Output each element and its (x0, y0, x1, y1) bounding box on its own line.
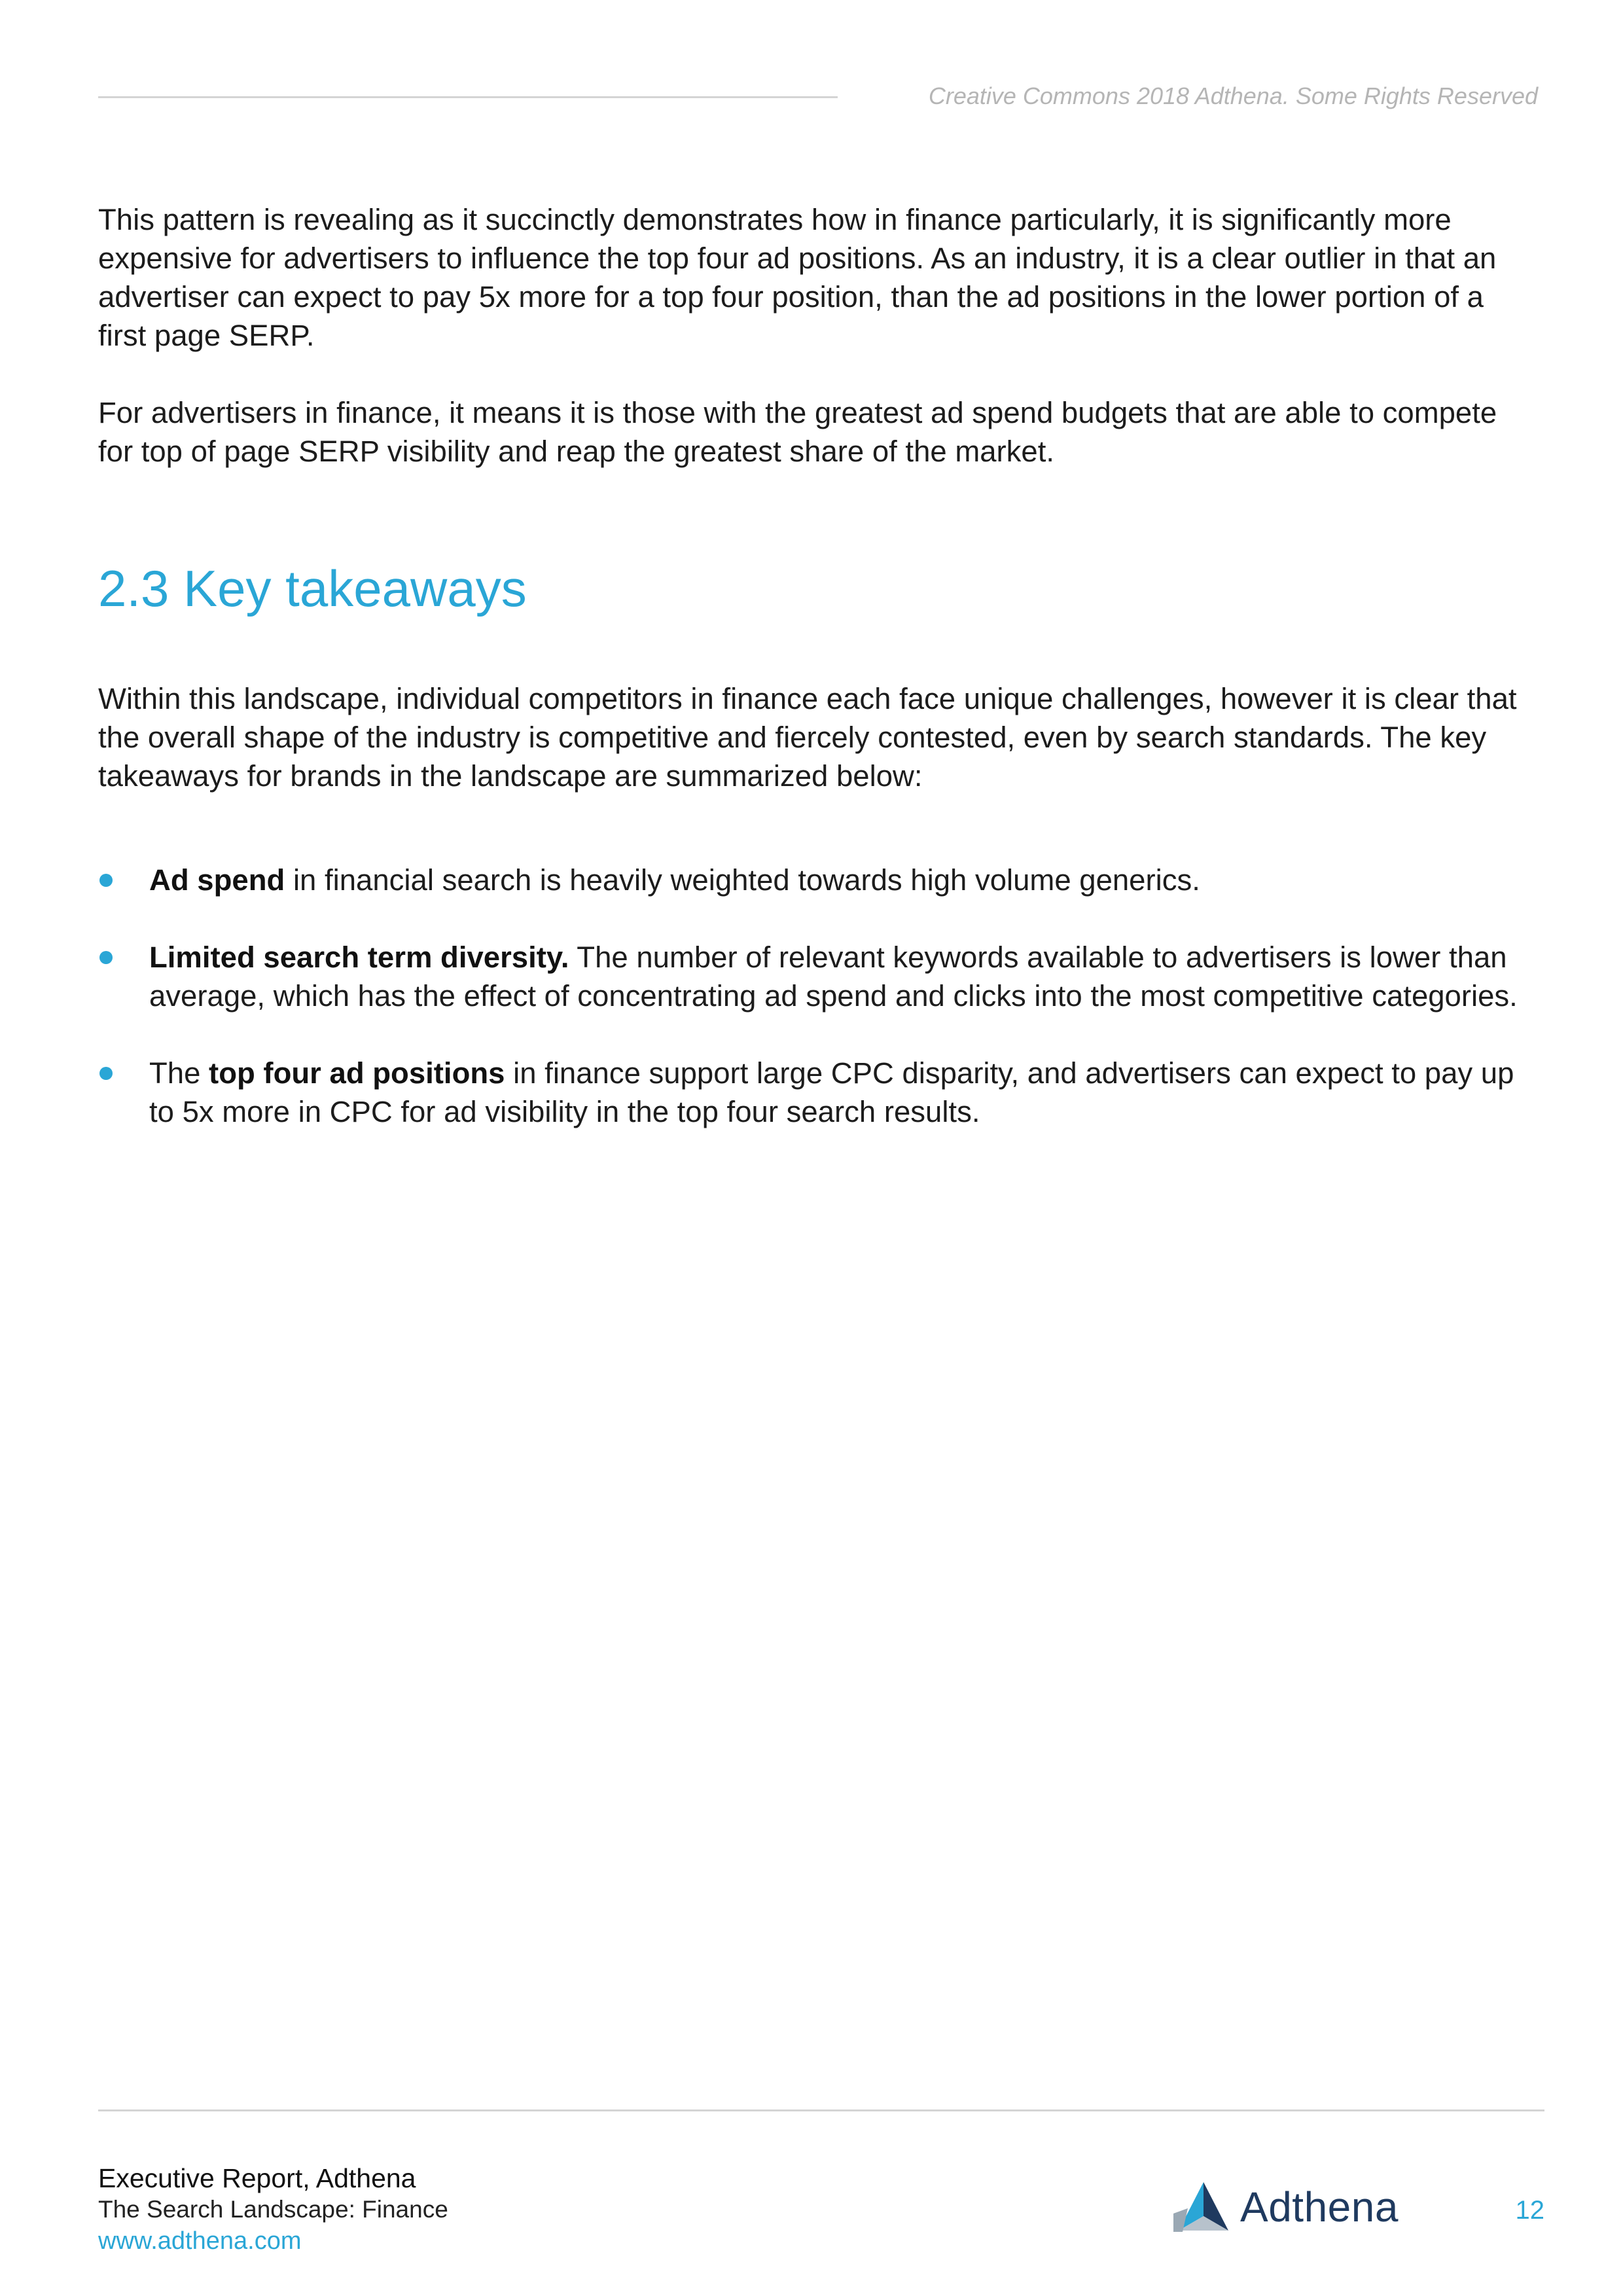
page-content (98, 200, 1531, 1131)
footer-divider (98, 2109, 1544, 2111)
copyright-notice: Creative Commons 2018 Adthena. Some Rights Reserved (928, 82, 1538, 109)
bullet-dot-icon (99, 951, 113, 964)
report-title: Executive Report, Adthena (98, 2163, 416, 2193)
takeaway-text: The number of relevant keywords available to advertisers is lower than average, which has the effect of concentrating ad spend and clicks into the most competitive categories. (149, 941, 1518, 1013)
takeaway-key-phrase: Ad spend (149, 863, 285, 897)
bullet-dot-icon (99, 874, 113, 887)
section-title: 2.3 Key takeaways (98, 560, 527, 617)
takeaway-text: in finance support large CPC disparity, and advertisers can expect to pay up to 5x more in CPC for ad visibility in the top four search results. (149, 1056, 1514, 1128)
section-intro: Within this landscape, individual competitors in finance each face unique challenges, however it is clear that the overall shape of the industry is competitive and fiercely contested, even by search standards. The key takeaways for brands in the landscape are summarized below: (98, 682, 1517, 793)
bullet-dot-icon (99, 1067, 113, 1080)
takeaway-item (98, 1054, 1531, 1131)
header-divider (98, 96, 838, 98)
takeaway-key-phrase: top four ad positions (209, 1056, 505, 1090)
logo-wordmark: Adthena (1240, 2183, 1399, 2231)
body-paragraph-2: For advertisers in finance, it means it is those with the greatest ad spend budgets that are able to compete for top of page SERP visibility and reap the greatest share of the market. (98, 396, 1497, 468)
footer-info (98, 2162, 448, 2257)
report-subtitle: The Search Landscape: Finance (98, 2196, 448, 2223)
takeaways-list (98, 861, 1531, 1131)
body-paragraph-1: This pattern is revealing as it succinctly demonstrates how in finance particularly, it is significantly more expensive for advertisers to influence the top four ad positions. As an industry, it is a clear outlier in that an advertiser can expect to pay 5x more for a top four position, than the ad positions in the lower portion of a first page SERP. (98, 203, 1497, 352)
website-link[interactable]: www.adthena.com (98, 2227, 302, 2255)
takeaway-item (98, 938, 1531, 1015)
adthena-logo-icon (1173, 2179, 1230, 2234)
adthena-logo (1173, 2179, 1399, 2234)
takeaway-item (98, 861, 1531, 899)
page-number: 12 (1515, 2196, 1544, 2225)
takeaway-text: in financial search is heavily weighted towards high volume generics. (285, 863, 1200, 897)
takeaway-key-phrase: Limited search term diversity. (149, 941, 569, 974)
takeaway-lead: The (149, 1056, 209, 1090)
